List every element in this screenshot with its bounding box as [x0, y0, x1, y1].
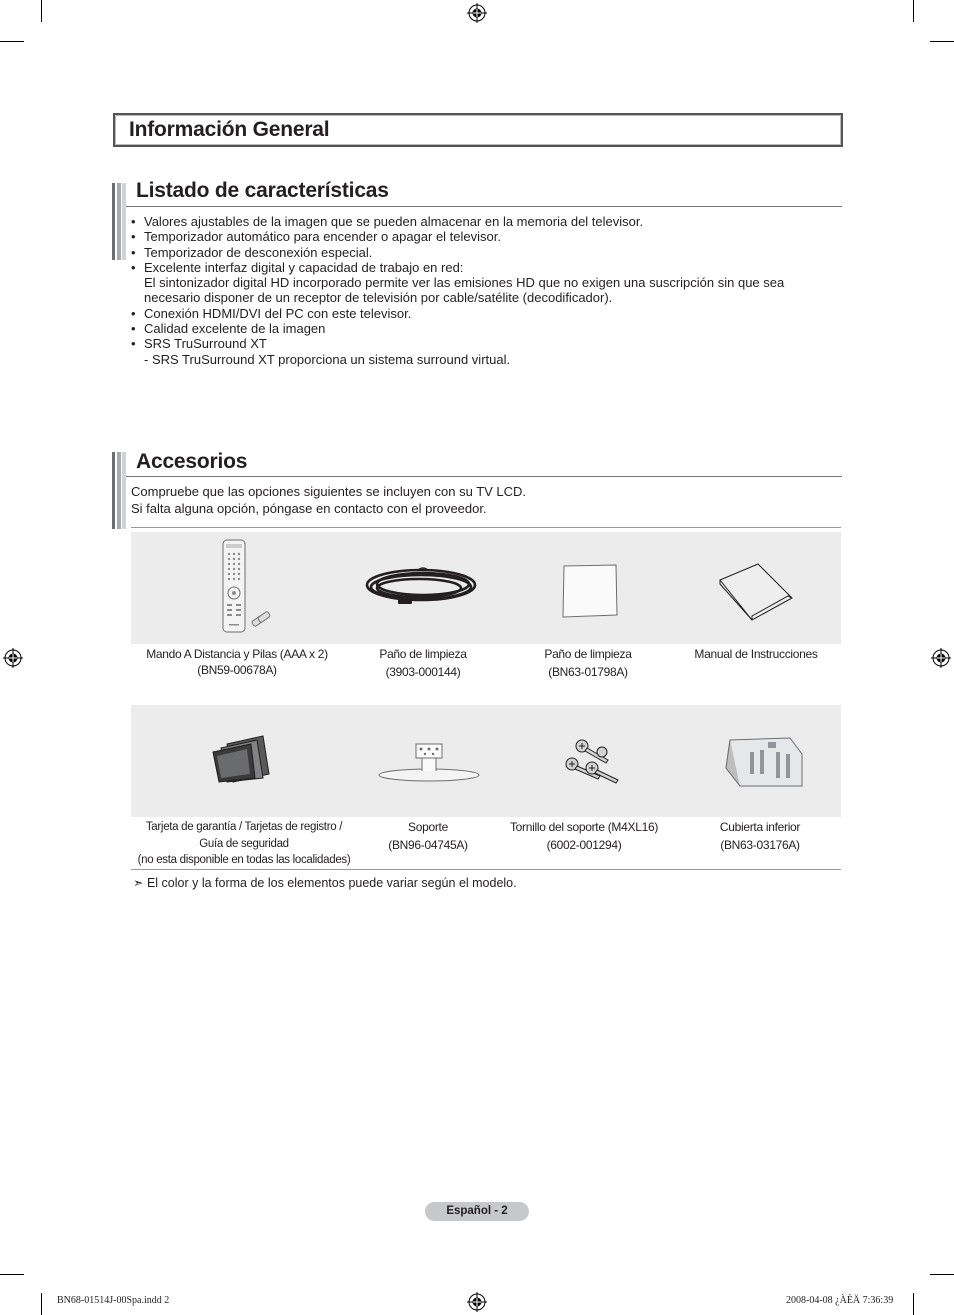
accessory-name: Paño de limpieza	[379, 647, 467, 661]
feature-item	[131, 336, 831, 367]
crop-mark	[41, 1293, 42, 1315]
grid-divider	[131, 869, 841, 870]
feature-item	[131, 214, 831, 229]
cleaning-cloth-icon	[561, 563, 619, 619]
manual-icon	[716, 562, 794, 622]
feature-text: Temporizador automático para encender o apagar el televisor.	[144, 229, 501, 245]
accessory-name: Mando A Distancia y Pilas (AAA x 2)	[146, 647, 328, 661]
screws-icon	[562, 738, 624, 784]
section-divider	[126, 206, 842, 207]
stand-icon	[376, 741, 482, 783]
accessories-heading: Accesorios	[136, 450, 248, 473]
section-bar	[112, 183, 126, 260]
accessory-name: Guía de seguridad	[199, 837, 289, 850]
crop-mark	[930, 1274, 954, 1275]
bullet-icon: •	[131, 259, 136, 275]
accessory-caption	[508, 645, 668, 681]
grid-divider	[131, 527, 841, 528]
bullet-icon: •	[131, 244, 136, 260]
feature-text: SRS TruSurround XT	[144, 336, 267, 352]
file-slug: BN68-01514J-00Spa.indd 2	[57, 1295, 170, 1306]
crop-mark	[930, 41, 954, 42]
accessory-caption	[131, 645, 343, 679]
bullet-icon: •	[131, 321, 136, 337]
power-cord-icon	[363, 563, 481, 609]
feature-subtext: - SRS TruSurround XT proporciona un sistema surround virtual.	[144, 351, 511, 367]
crop-mark	[0, 1274, 24, 1275]
accessory-name: Tornillo del soporte (M4XL16)	[509, 820, 659, 834]
variation-note	[133, 875, 517, 890]
registration-mark-icon	[931, 648, 951, 668]
feature-text: Excelente interfaz digital y capacidad de trabajo en red:	[144, 259, 464, 275]
bullet-icon: •	[131, 214, 136, 229]
accessory-part-number: (BN63-03176A)	[720, 838, 800, 852]
accessory-part-number: (BN59-00678A)	[197, 663, 277, 677]
registration-mark-icon	[467, 1292, 487, 1312]
feature-item	[131, 245, 831, 260]
accessory-part-number: (3903-000144)	[385, 665, 461, 679]
bullet-icon: •	[131, 229, 136, 245]
crop-mark	[41, 0, 42, 22]
feature-text: Calidad excelente de la imagen	[144, 321, 326, 337]
feature-text: Valores ajustables de la imagen que se pueden almacenar en la memoria del televisor.	[144, 214, 644, 229]
feature-item	[131, 306, 831, 321]
warranty-cards-icon	[211, 734, 275, 784]
main-title-box	[113, 113, 843, 147]
accessory-caption	[504, 818, 664, 854]
section-bar	[112, 452, 126, 529]
page-title: Información General	[129, 118, 330, 141]
date-slug: 2008-04-08 ¿ÀÈÄ 7:36:39	[786, 1295, 894, 1306]
section-divider	[126, 476, 842, 477]
feature-item	[131, 260, 831, 306]
note-text: El color y la forma de los elementos puede variar según el modelo.	[146, 876, 517, 890]
accessories-intro-line: Compruebe que las opciones siguientes se incluyen con su TV LCD.	[131, 484, 527, 499]
accessory-caption	[680, 818, 840, 854]
accessory-name: Soporte	[408, 820, 448, 834]
remote-control-icon	[220, 538, 276, 634]
accessories-intro-line: Si falta alguna opción, póngase en contacto con el proveedor.	[131, 501, 487, 516]
crop-mark	[913, 0, 914, 22]
note-arrow-icon: ➣	[133, 876, 144, 890]
crop-mark	[913, 1293, 914, 1315]
bullet-icon: •	[131, 305, 136, 321]
feature-subtext: El sintonizador digital HD incorporado permite ver las emisiones HD que no exigen una suscripción sin que sea	[144, 275, 785, 291]
feature-text: Temporizador de desconexión especial.	[144, 244, 373, 260]
accessory-name: Paño de limpieza	[544, 647, 632, 661]
registration-mark-icon	[3, 648, 23, 668]
accessory-caption	[131, 819, 357, 869]
accessory-caption	[672, 645, 840, 663]
accessory-caption	[348, 818, 508, 854]
features-list	[131, 214, 831, 367]
accessory-part-number: (BN63-01798A)	[548, 665, 628, 679]
feature-subtext: necesario disponer de un receptor de televisión por cable/satélite (decodificador).	[144, 290, 613, 306]
bottom-cover-icon	[720, 734, 806, 790]
page-number-badge: Español - 2	[425, 1202, 529, 1221]
bullet-icon: •	[131, 336, 136, 352]
accessory-availability-note: (no esta disponible en todas las localidades)	[137, 854, 351, 866]
features-heading: Listado de características	[136, 179, 389, 202]
accessory-name: Manual de Instrucciones	[694, 647, 818, 661]
accessory-part-number: (6002-001294)	[546, 838, 622, 852]
feature-item	[131, 229, 831, 244]
accessory-part-number: (BN96-04745A)	[388, 838, 468, 852]
feature-item	[131, 321, 831, 336]
registration-mark-icon	[467, 3, 487, 23]
accessory-name: Cubierta inferior	[719, 820, 801, 834]
accessory-caption	[343, 645, 503, 681]
crop-mark	[0, 41, 24, 42]
feature-text: Conexión HDMI/DVI del PC con este televisor.	[144, 305, 412, 321]
accessory-name: Tarjeta de garantía / Tarjetas de registro /	[145, 821, 343, 833]
